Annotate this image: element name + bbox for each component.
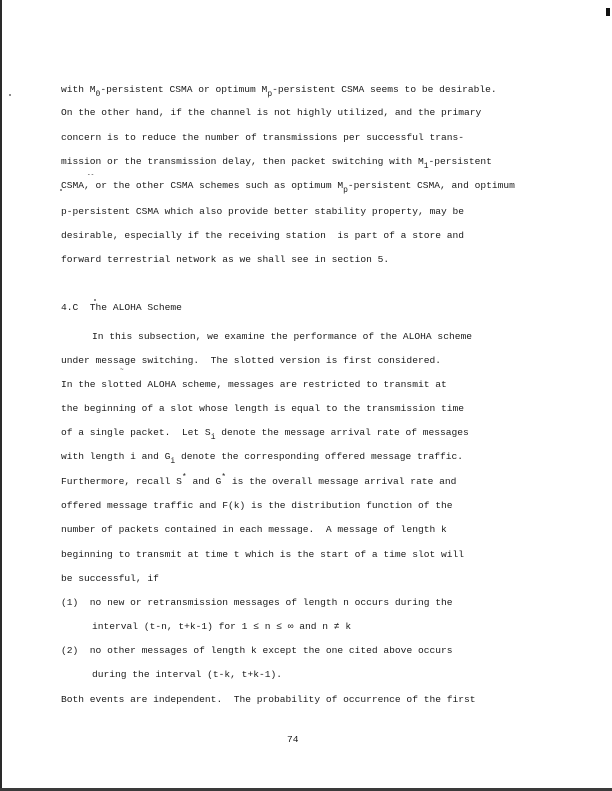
body-line-17: number of packets contained in each message. A message of length k: [61, 524, 447, 535]
body-line-10: under message switching. The slotted version is first considered.: [61, 355, 441, 366]
body-line-5: CSMA, or the other CSMA schemes such as optimum $M_p$-persistent CSMA, and optimum: [61, 180, 515, 195]
body-line-4: mission or the transmission delay, then packet switching with $M_1$-persistent: [61, 156, 492, 171]
body-line-3: concern is to reduce the number of transmissions per successful trans-: [61, 132, 465, 143]
condition-1: (1) no new or retransmission messages of length n occurs during the: [61, 597, 453, 608]
body-line-19: be successful, if: [61, 573, 159, 584]
body-line-1: with $M_0$-persistent CSMA or optimum $M_p$-persistent CSMA seems to be desirable.: [61, 84, 497, 99]
body-line-6: p-persistent CSMA which also provide better stability property, may be: [61, 206, 465, 217]
page-number: 74: [287, 734, 299, 745]
body-line-9: In this subsection, we examine the performance of the ALOHA scheme: [92, 331, 472, 342]
body-line-18: beginning to transmit at time t which is the start of a time slot will: [61, 549, 465, 560]
body-line-7: desirable, especially if the receiving station is part of a store and: [61, 230, 465, 241]
body-line-2: On the other hand, if the channel is not highly utilized, and the primary: [61, 107, 482, 118]
scan-mark: ~: [120, 366, 124, 373]
condition-2: (2) no other messages of length k except the one cited above occurs: [61, 645, 453, 656]
body-line-16: offered message traffic and F(k) is the distribution function of the: [61, 500, 453, 511]
condition-label: (2): [61, 645, 79, 656]
body-line-11: In the slotted ALOHA scheme, messages are restricted to transmit at: [61, 379, 447, 390]
body-line-15: Furthermore, recall S* and G* is the overall message arrival rate and: [61, 473, 457, 487]
scan-mark: --: [87, 171, 95, 178]
page-left-edge: [0, 0, 2, 791]
scan-speck: [94, 299, 96, 301]
body-line-12: the beginning of a slot whose length is equal to the transmission time: [61, 403, 465, 414]
body-line-8: forward terrestrial network as we shall see in section 5.: [61, 254, 390, 265]
body-line-13: of a single packet. Let $S_i$ denote the message arrival rate of messages: [61, 427, 469, 442]
section-heading: 4.C The ALOHA Scheme: [61, 302, 182, 313]
body-line-14: with length i and $G_i$ denote the corresponding offered message traffic.: [61, 451, 464, 466]
scan-speck: [9, 94, 11, 96]
condition-label: (1): [61, 597, 79, 608]
condition-2-cont: during the interval (t-k, t+k-1).: [92, 669, 282, 680]
condition-1-cont: interval (t-n, t+k-1) for 1 ≤ n ≤ ∞ and n ≠ k: [92, 621, 352, 632]
corner-mark: [606, 8, 610, 16]
body-line-20: Both events are independent. The probability of occurrence of the first: [61, 694, 476, 705]
